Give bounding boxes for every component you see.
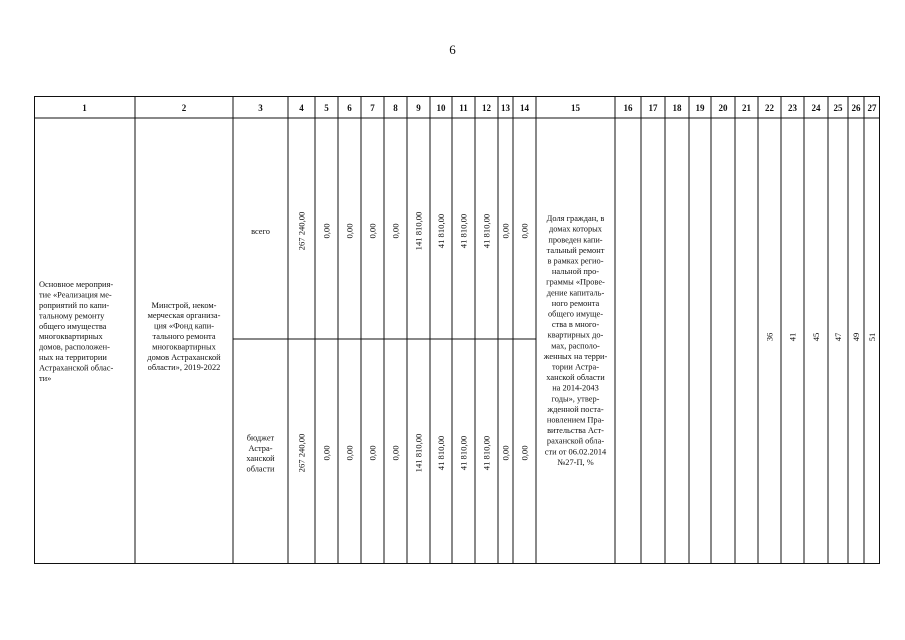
measure-name-line: общего имущества — [39, 321, 107, 331]
measure-name-line: роприятий по капи- — [39, 301, 110, 310]
measure-name-line: Астраханской облас- — [39, 363, 114, 373]
executor-line: многоквартирных — [152, 342, 216, 352]
column-number: 24 — [811, 103, 821, 113]
funding-value: 0,00 — [390, 445, 401, 461]
column-number: 14 — [520, 103, 529, 113]
funding-value: 141 810,00 — [413, 433, 424, 473]
column-number: 11 — [459, 103, 468, 113]
measure-name-line: тие «Реализация ме- — [39, 290, 112, 300]
measure-name-line: Основное мероприя- — [39, 280, 114, 290]
indicator-value: 47 — [833, 332, 843, 342]
measure-name-line: ти» — [39, 373, 52, 383]
column-number: 10 — [436, 103, 446, 113]
funding-value: 267 240,00 — [296, 211, 307, 251]
indicator-name-line: дение капиталь- — [546, 288, 605, 298]
funding-value: 0,00 — [321, 223, 332, 239]
funding-source-line: всего — [251, 227, 270, 236]
funding-value: 41 810,00 — [458, 435, 469, 471]
column-number: 7 — [370, 103, 375, 113]
measure-name-line: домов, расположен- — [39, 342, 110, 352]
funding-value: 41 810,00 — [481, 213, 492, 249]
column-number: 23 — [788, 103, 797, 113]
funding-value: 0,00 — [390, 223, 401, 239]
indicator-name-line: в рамках регио- — [547, 256, 604, 266]
funding-value: 0,00 — [500, 445, 511, 461]
measure-name-line: ных на территории — [39, 353, 107, 362]
funding-value: 41 810,00 — [436, 435, 446, 471]
executor-line: домов Астраханской — [147, 352, 221, 362]
indicator-name-line: женных на терри- — [543, 351, 608, 361]
indicator-name-line: тории Астра- — [552, 362, 599, 372]
indicator-value: 45 — [811, 332, 821, 342]
column-number: 1 — [82, 103, 87, 113]
funding-value: 0,00 — [321, 445, 332, 461]
funding-value: 41 810,00 — [436, 213, 446, 249]
indicator-name-line: новлением Пра- — [546, 415, 605, 425]
indicator-name-line: тальный ремонт — [546, 245, 605, 255]
indicator-value: 51 — [867, 332, 877, 342]
indicator-name-line: проведен капи- — [548, 235, 603, 245]
funding-value: 41 810,00 — [481, 435, 492, 471]
funding-value: 0,00 — [344, 223, 355, 239]
funding-value: 0,00 — [519, 445, 530, 461]
column-number: 6 — [347, 103, 352, 113]
executor-line: ция «Фонд капи- — [153, 321, 215, 331]
funding-value: 0,00 — [367, 445, 378, 461]
column-number: 12 — [482, 103, 491, 113]
column-number: 3 — [258, 103, 263, 113]
indicator-name-line: ства в много- — [551, 320, 600, 330]
indicator-name-line: нальной про- — [551, 267, 600, 277]
indicator-value: 36 — [764, 332, 775, 342]
column-number: 15 — [571, 103, 580, 113]
budget-table — [34, 96, 880, 564]
column-number: 26 — [851, 103, 861, 113]
funding-source-line: Астра- — [248, 443, 273, 453]
indicator-name-line: на 2014-2043 — [552, 383, 599, 393]
funding-value: 0,00 — [519, 223, 530, 239]
indicator-name-line: квартирных до- — [547, 330, 604, 340]
indicator-name-line: ханской области — [546, 373, 605, 383]
column-number: 25 — [833, 103, 843, 113]
page-number: 6 — [449, 42, 456, 57]
executor-line: Минстрой, неком- — [151, 300, 217, 310]
indicator-value: 49 — [851, 332, 861, 342]
column-number: 19 — [695, 103, 705, 113]
column-number: 18 — [672, 103, 682, 113]
indicator-name-line: Доля граждан, в — [546, 214, 605, 224]
indicator-name-line: мах, располо- — [551, 341, 600, 351]
funding-source-line: бюджет — [246, 433, 275, 443]
indicator-value: 41 — [787, 332, 798, 342]
column-number: 20 — [718, 103, 728, 113]
indicator-name-line: сти от 06.02.2014 — [544, 447, 607, 457]
funding-value: 41 810,00 — [458, 213, 469, 249]
funding-source-line: области — [246, 464, 275, 474]
column-number: 9 — [416, 103, 421, 113]
indicator-name-line: №27-П, % — [557, 457, 594, 467]
funding-value: 141 810,00 — [413, 211, 424, 251]
executor-line: области», 2019-2022 — [147, 363, 221, 373]
column-number: 27 — [867, 103, 877, 113]
column-number: 4 — [299, 103, 304, 113]
funding-value: 0,00 — [367, 223, 378, 239]
funding-value: 0,00 — [500, 223, 511, 239]
measure-name-line: многоквартирных — [39, 332, 103, 342]
indicator-name-line: годы», утвер- — [551, 394, 600, 404]
column-number: 22 — [765, 103, 774, 113]
executor-line: мерческая организа- — [147, 311, 221, 321]
funding-value: 267 240,00 — [296, 433, 307, 473]
measure-name-line: тальному ремонту — [39, 311, 105, 321]
funding-source-line: ханской — [246, 454, 275, 464]
column-number: 13 — [501, 103, 510, 113]
column-number: 21 — [742, 103, 751, 113]
column-number: 16 — [623, 103, 633, 113]
indicator-name-line: жденной поста- — [547, 404, 604, 414]
indicator-name-line: раханской обла- — [546, 436, 605, 446]
column-number: 8 — [393, 103, 398, 113]
executor-line: тального ремонта — [152, 332, 216, 341]
indicator-name-line: ного ремонта — [551, 298, 600, 308]
indicator-name-line: граммы «Прове- — [546, 277, 605, 287]
indicator-name-line: общего имуще- — [547, 309, 604, 319]
indicator-name-line: домах которых — [549, 224, 602, 234]
indicator-name-line: вительства Аст- — [547, 426, 604, 436]
column-number: 2 — [181, 103, 187, 113]
column-number: 5 — [324, 103, 329, 113]
funding-value: 0,00 — [344, 445, 355, 461]
column-number: 17 — [648, 103, 658, 113]
